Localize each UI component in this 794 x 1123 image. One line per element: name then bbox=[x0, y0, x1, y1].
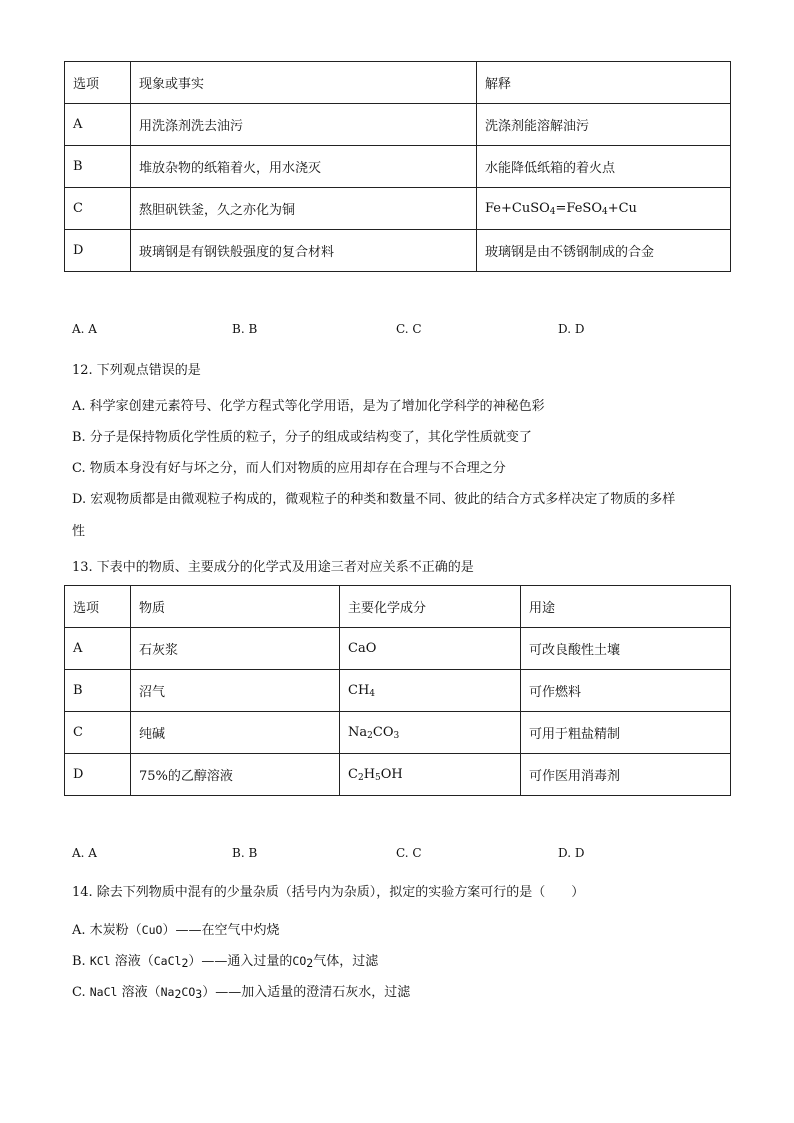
table-substances bbox=[64, 585, 731, 796]
use-cell: 可作医用消毒剂 bbox=[521, 754, 731, 796]
question-12-option-a: A. 科学家创建元素符号、化学方程式等化学用语，是为了增加化学科学的神秘色彩 bbox=[72, 399, 545, 414]
choice-b[interactable]: B. B bbox=[232, 846, 258, 860]
choice-b[interactable]: B. B bbox=[232, 322, 258, 336]
explanation-cell: 洗涤剂能溶解油污 bbox=[477, 104, 731, 146]
header-cell: 现象或事实 bbox=[131, 62, 477, 104]
question-14-option-b: B. KCl 溶液（CaCl$_2$）——通入过量的$CO_2$气体，过滤 bbox=[72, 954, 379, 970]
table-header-row bbox=[65, 62, 731, 104]
option-cell: D bbox=[65, 754, 131, 796]
equation: Fe+CuSO$_4$=FeSO$_4$+Cu bbox=[485, 200, 637, 217]
substance-cell: 纯碱 bbox=[131, 712, 340, 754]
explanation-cell bbox=[477, 188, 731, 230]
header-cell: 解释 bbox=[477, 62, 731, 104]
use-cell: 可改良酸性土壤 bbox=[521, 628, 731, 670]
question-14-stem: 14. 除去下列物质中混有的少量杂质（括号内为杂质），拟定的实验方案可行的是（ ） bbox=[72, 885, 585, 900]
table-row bbox=[65, 628, 731, 670]
table-row bbox=[65, 104, 731, 146]
use-cell: 可作燃料 bbox=[521, 670, 731, 712]
fact-cell: 堆放杂物的纸箱着火，用水浇灭 bbox=[131, 146, 477, 188]
question-12-option-c: C. 物质本身没有好与坏之分，而人们对物质的应用却存在合理与不合理之分 bbox=[72, 461, 506, 476]
choice-d[interactable]: D. D bbox=[558, 846, 585, 860]
table-row bbox=[65, 188, 731, 230]
question-12-option-b: B. 分子是保持物质化学性质的粒子，分子的组成或结构变了，其化学性质就变了 bbox=[72, 430, 532, 445]
option-cell: B bbox=[65, 146, 131, 188]
choice-a[interactable]: A. A bbox=[72, 322, 97, 336]
option-cell: A bbox=[65, 104, 131, 146]
header-cell: 用途 bbox=[521, 586, 731, 628]
fact-cell: 熬胆矾铁釜，久之亦化为铜 bbox=[131, 188, 477, 230]
formula-cell: CaO bbox=[340, 628, 521, 670]
formula-cell: $C_2H_5OH$ bbox=[340, 754, 521, 796]
option-cell: C bbox=[65, 188, 131, 230]
table-row bbox=[65, 230, 731, 272]
fact-cell: 玻璃钢是有钢铁般强度的复合材料 bbox=[131, 230, 477, 272]
choice-a[interactable]: A. A bbox=[72, 846, 97, 860]
choice-d[interactable]: D. D bbox=[558, 322, 585, 336]
formula-cell: $CH_4$ bbox=[340, 670, 521, 712]
substance-cell: 沼气 bbox=[131, 670, 340, 712]
table-row bbox=[65, 712, 731, 754]
substance-cell: 75%的乙醇溶液 bbox=[131, 754, 340, 796]
table-phenomena bbox=[64, 61, 731, 272]
formula-cell: $Na_2CO_3$ bbox=[340, 712, 521, 754]
explanation-cell: 水能降低纸箱的着火点 bbox=[477, 146, 731, 188]
choice-c[interactable]: C. C bbox=[396, 322, 422, 336]
choice-c[interactable]: C. C bbox=[396, 846, 422, 860]
option-cell: B bbox=[65, 670, 131, 712]
question-12-option-d-cont: 性 bbox=[72, 524, 86, 539]
option-cell: A bbox=[65, 628, 131, 670]
answer-choices bbox=[72, 846, 672, 864]
answer-choices bbox=[72, 322, 672, 340]
question-12-option-d: D. 宏观物质都是由微观粒子构成的，微观粒子的种类和数量不同、彼此的结合方式多样决定了物质的多样 bbox=[72, 492, 676, 507]
header-cell: 物质 bbox=[131, 586, 340, 628]
table-header-row bbox=[65, 586, 731, 628]
header-cell: 选项 bbox=[65, 586, 131, 628]
fact-cell: 用洗涤剂洗去油污 bbox=[131, 104, 477, 146]
table-row bbox=[65, 670, 731, 712]
explanation-cell: 玻璃钢是由不锈钢制成的合金 bbox=[477, 230, 731, 272]
substance-cell: 石灰浆 bbox=[131, 628, 340, 670]
table-row bbox=[65, 754, 731, 796]
question-12-stem: 12. 下列观点错误的是 bbox=[72, 363, 201, 378]
question-14-option-a: A. 木炭粉（CuO）——在空气中灼烧 bbox=[72, 923, 280, 938]
header-cell: 选项 bbox=[65, 62, 131, 104]
header-cell: 主要化学成分 bbox=[340, 586, 521, 628]
table-row bbox=[65, 146, 731, 188]
use-cell: 可用于粗盐精制 bbox=[521, 712, 731, 754]
question-14-option-c: C. NaCl 溶液$(Na_2CO_3)——$加入适量的澄清石灰水，过滤 bbox=[72, 985, 411, 1001]
question-13-stem: 13. 下表中的物质、主要成分的化学式及用途三者对应关系不正确的是 bbox=[72, 560, 474, 575]
option-cell: C bbox=[65, 712, 131, 754]
option-cell: D bbox=[65, 230, 131, 272]
